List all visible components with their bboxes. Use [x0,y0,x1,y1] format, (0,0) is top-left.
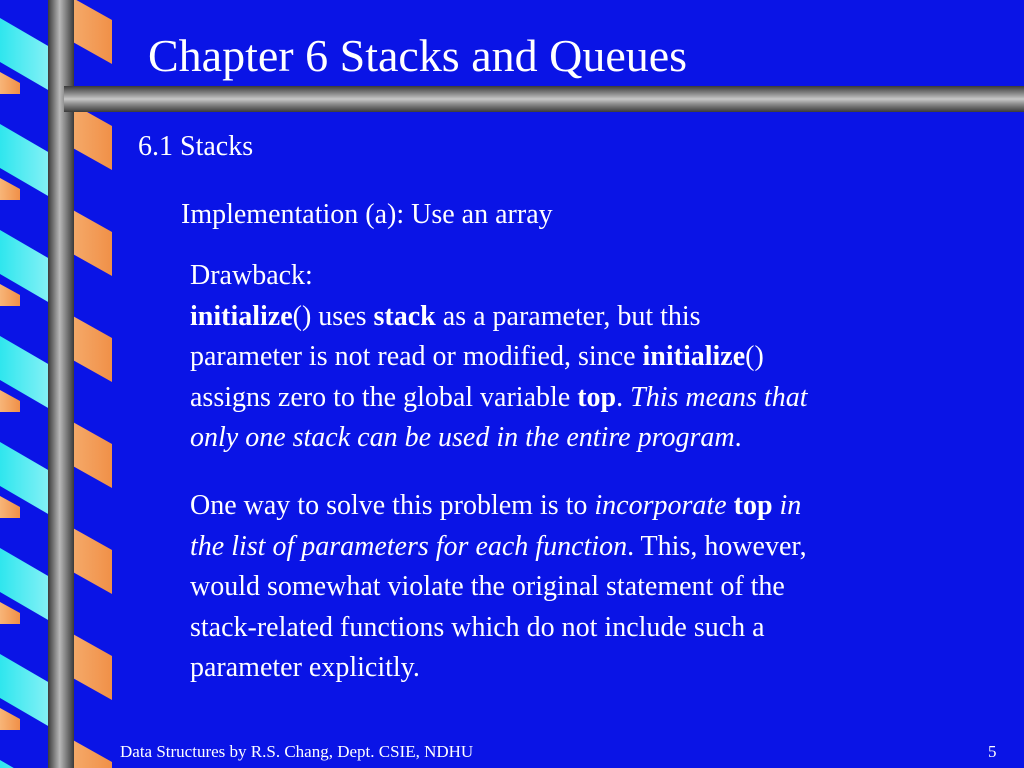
solution-line-1: One way to solve this problem is to incorporate top in [190,490,802,521]
keyword-stack: stack [373,300,436,332]
section-heading: 6.1 Stacks [138,131,254,162]
drawback-line-1: initialize() uses stack as a parameter, but this [190,300,701,332]
solution-line-3: would somewhat violate the original statement of the [190,571,785,602]
drawback-line-3: assigns zero to the global variable top. This means that [190,381,808,413]
keyword-initialize: initialize [642,341,746,372]
slide-title: Chapter 6 Stacks and Queues [148,30,688,81]
solution-paragraph [190,486,807,689]
title-divider-bar [64,86,1024,112]
solution-line-2: the list of parameters for each function. This, however, [190,530,807,562]
footer-credit: Data Structures by R.S. Chang, Dept. CSIE, NDHU [120,742,474,761]
keyword-top: top [733,490,773,521]
solution-line-5: parameter explicitly. [190,652,420,683]
keyword-top: top [577,381,617,413]
drawback-line-2: parameter is not read or modified, since initialize() [190,341,764,372]
implementation-subheading: Implementation (a): Use an array [181,199,553,230]
drawback-line-4: only one stack can be used in the entire program. [190,422,742,453]
decorative-ribbon-border [0,0,112,768]
solution-line-4: stack-related functions which do not include such a [190,611,765,643]
keyword-initialize: initialize [190,300,293,332]
drawback-paragraph [190,256,807,459]
drawback-heading: Drawback: [190,260,313,291]
page-number: 5 [988,742,997,761]
